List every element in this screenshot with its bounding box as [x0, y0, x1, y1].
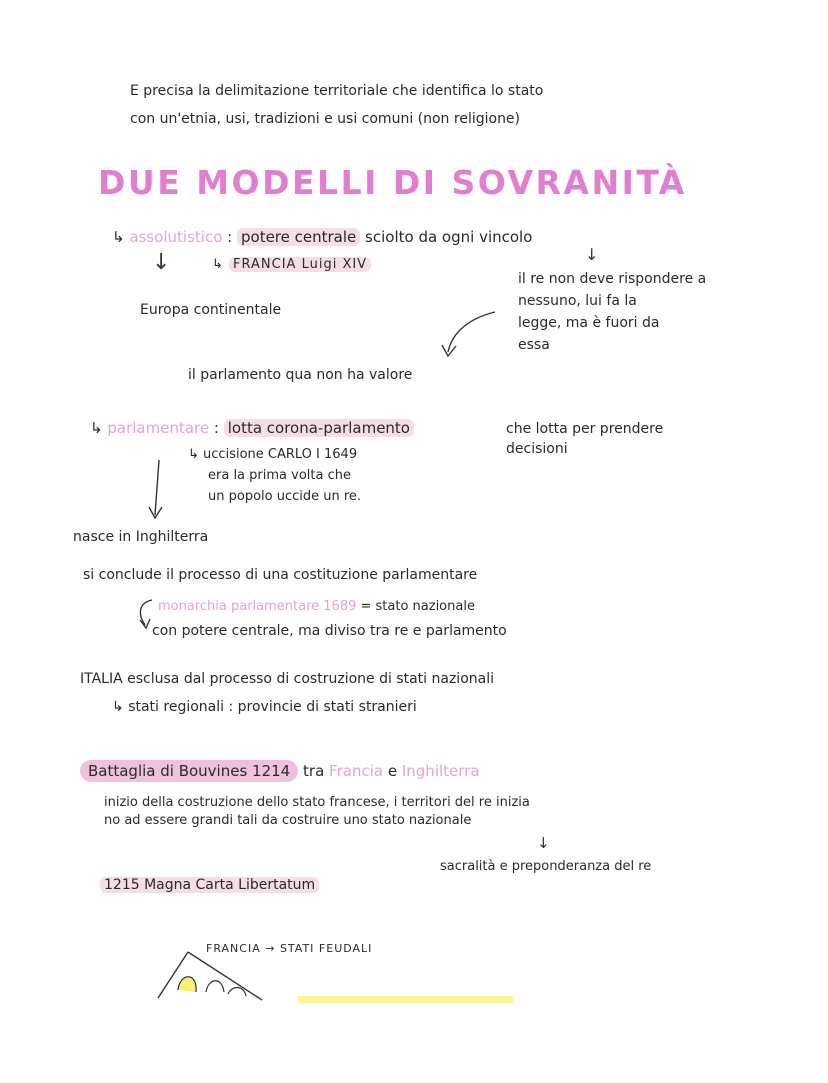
parliamentary-struggle: lotta corona-parlamento [224, 419, 414, 437]
monarchy-eq: = stato nazionale [360, 599, 475, 614]
curved-arrow-icon [448, 312, 495, 352]
sacred-note: sacralità e preponderanza del re [440, 859, 652, 874]
bouvines-desc-2: no ad essere grandi tali da costruire uno stato nazionale [104, 813, 472, 828]
monarchy-desc: con potere centrale, ma diviso tra re e parlamento [152, 623, 507, 639]
bouvines-row [80, 762, 480, 780]
struggle-note-2: decisioni [506, 441, 568, 457]
page-title: DUE MODELLI DI SOVRANITÀ [98, 163, 687, 202]
king-note-3: legge, ma è fuori da [518, 315, 660, 331]
bouvines-desc-1: inizio della costruzione dello stato francese, i territori del re inizia [104, 795, 530, 810]
bouvines-england: Inghilterra [401, 762, 480, 780]
turn-arrow-icon: ↳ [90, 419, 103, 437]
magna-carta-text: 1215 Magna Carta Libertatum [100, 877, 319, 893]
separator: : [227, 228, 233, 246]
bouvines-e: e [387, 762, 398, 780]
king-note-4: essa [518, 337, 550, 353]
monarchy-label: monarchia parlamentare 1689 [158, 599, 357, 614]
turn-arrow-icon: ↳ [212, 257, 224, 272]
bouvines-france: Francia [329, 762, 384, 780]
parliamentary-row [90, 419, 414, 437]
event-line-1 [188, 446, 357, 464]
bouvines-tra: tra [303, 762, 325, 780]
italy-line-2-text: stati regionali : provincie di stati stranieri [128, 699, 417, 715]
conclusion-text: si conclude il processo di una costituzione parlamentare [83, 567, 478, 583]
turn-arrow-icon: ↳ [112, 228, 125, 246]
turn-arrow-icon: ↳ [112, 699, 124, 715]
event-text: uccisione CARLO I 1649 [203, 447, 358, 462]
curved-arrow-icon [140, 600, 152, 625]
bouvines-label: Battaglia di Bouvines 1214 [80, 760, 298, 782]
france-feudal: FRANCIA → STATI FEUDALI [206, 942, 373, 955]
intro-line-2: con un'etnia, usi, tradizioni e usi comuni (non religione) [130, 111, 521, 127]
origin-text: nasce in Inghilterra [73, 529, 209, 545]
absolutist-rest: sciolto da ogni vincolo [365, 228, 533, 246]
parliament-note: il parlamento qua non ha valore [188, 367, 413, 383]
separator: : [213, 419, 219, 437]
down-arrow-icon: ↓ [537, 834, 550, 852]
event-line-3: un popolo uccide un re. [208, 489, 362, 504]
down-arrow-icon: ↓ [152, 250, 171, 275]
italy-line-2 [112, 698, 417, 716]
absolutist-example: FRANCIA Luigi XIV [229, 257, 371, 272]
down-arrow-line [155, 460, 159, 515]
turn-arrow-icon: ↳ [188, 447, 199, 462]
intro-line-1: E precisa la delimitazione territoriale che identifica lo stato [130, 83, 544, 99]
king-note-1: il re non deve rispondere a [518, 271, 707, 287]
absolutist-power: potere centrale [237, 228, 360, 246]
absolutist-label: assolutistico [129, 228, 223, 246]
absolutist-region: Europa continentale [140, 302, 282, 318]
monarchy-row [158, 598, 475, 616]
sketch-line [158, 952, 188, 998]
king-note-2: nessuno, lui fa la [518, 293, 637, 309]
down-arrow-icon: ↓ [585, 245, 599, 264]
struggle-note-1: che lotta per prendere [506, 421, 664, 437]
magna-carta [100, 876, 319, 894]
parliamentary-label: parlamentare [107, 419, 210, 437]
event-line-2: era la prima volta che [208, 468, 351, 483]
italy-line-1: ITALIA esclusa dal processo di costruzione di stati nazionali [80, 671, 494, 687]
